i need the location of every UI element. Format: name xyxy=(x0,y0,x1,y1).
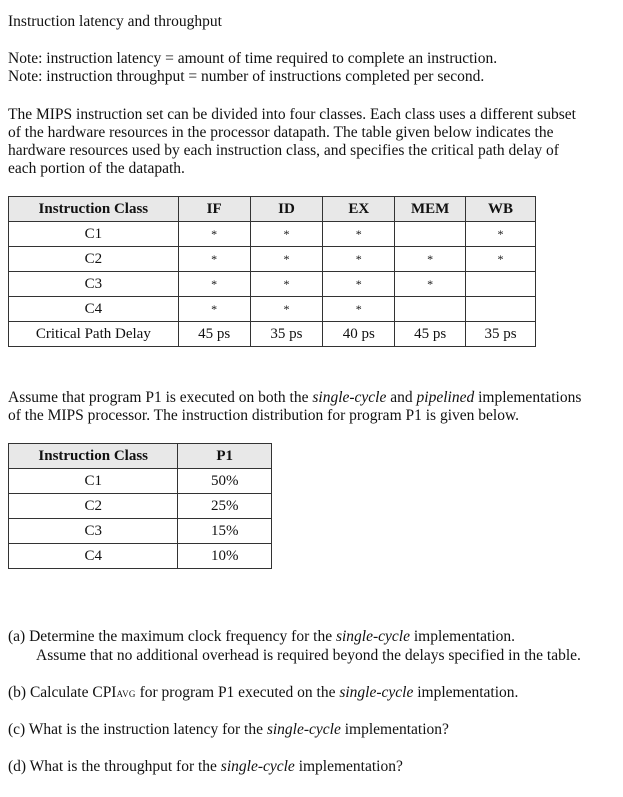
usage-cell: * xyxy=(250,247,323,272)
delay-cell-mem: 45 ps xyxy=(395,322,466,347)
table-row xyxy=(9,519,272,544)
usage-cell: * xyxy=(323,247,395,272)
question-text: (c) What is the instruction latency for the xyxy=(8,721,267,738)
cpi-subscript: AVG xyxy=(116,689,136,699)
class-cell: C3 xyxy=(9,272,179,297)
question-emphasis: single-cycle xyxy=(339,684,414,701)
question-text: (a) Determine the maximum clock frequency for the xyxy=(8,628,336,645)
usage-cell: * xyxy=(395,247,466,272)
delay-cell-ex: 40 ps xyxy=(323,322,395,347)
assume-line-2: of the MIPS processor. The instruction distribution for program P1 is given below. xyxy=(8,407,520,424)
question-text: implementation. xyxy=(409,628,516,645)
col-header-wb: WB xyxy=(466,197,536,222)
col-header-id: ID xyxy=(250,197,323,222)
question-text: (b) Calculate CPI xyxy=(8,684,117,701)
percent-cell: 50% xyxy=(178,469,272,494)
intro-line-4: each portion of the datapath. xyxy=(8,160,185,177)
resource-table-header xyxy=(9,197,536,222)
usage-cell xyxy=(395,297,466,322)
col-header-if: IF xyxy=(178,197,250,222)
table-row xyxy=(9,247,536,272)
class-cell: C2 xyxy=(9,247,179,272)
delay-cell-wb: 35 ps xyxy=(466,322,536,347)
percent-cell: 25% xyxy=(178,494,272,519)
usage-cell xyxy=(395,222,466,247)
question-b xyxy=(8,684,518,703)
table-row xyxy=(9,494,272,519)
class-cell: C4 xyxy=(9,544,178,569)
question-a xyxy=(8,628,515,646)
intro-line-3: hardware resources used by each instruction class, and specifies the critical path delay of xyxy=(8,142,559,159)
resource-table xyxy=(8,196,536,347)
critical-path-label: Critical Path Delay xyxy=(9,322,179,347)
intro-line-2: of the hardware resources in the processor datapath. The table given below indicates the xyxy=(8,124,554,141)
col-header-ex: EX xyxy=(323,197,395,222)
question-text: for program P1 executed on the xyxy=(135,684,340,701)
usage-cell: * xyxy=(178,272,250,297)
delay-cell-if: 45 ps xyxy=(178,322,250,347)
page-title: Instruction latency and throughput xyxy=(8,13,222,30)
usage-cell: * xyxy=(250,297,323,322)
assume-emphasis: pipelined xyxy=(416,389,475,406)
table-row xyxy=(9,544,272,569)
usage-cell: * xyxy=(250,222,323,247)
question-a-line-2: Assume that no additional overhead is required beyond the delays specified in the table. xyxy=(36,647,581,664)
usage-cell xyxy=(466,272,536,297)
delay-cell-id: 35 ps xyxy=(250,322,323,347)
usage-cell: * xyxy=(323,297,395,322)
col-header-class: Instruction Class xyxy=(9,197,179,222)
question-text: implementation? xyxy=(340,721,449,738)
question-c xyxy=(8,721,449,739)
col-header-mem: MEM xyxy=(395,197,466,222)
class-cell: C1 xyxy=(9,222,179,247)
class-cell: C3 xyxy=(9,519,178,544)
question-text: implementation. xyxy=(413,684,519,701)
assume-text: Assume that program P1 is executed on both the xyxy=(8,389,313,406)
table-row xyxy=(9,222,536,247)
usage-cell: * xyxy=(395,272,466,297)
percent-cell: 15% xyxy=(178,519,272,544)
table-row xyxy=(9,272,536,297)
table-row xyxy=(9,469,272,494)
critical-path-row xyxy=(9,322,536,347)
usage-cell: * xyxy=(466,222,536,247)
usage-cell: * xyxy=(323,272,395,297)
assume-text: and xyxy=(386,389,417,406)
distribution-table xyxy=(8,443,272,569)
class-cell: C1 xyxy=(9,469,178,494)
assume-emphasis: single-cycle xyxy=(312,389,387,406)
question-text: implementation? xyxy=(294,758,403,775)
class-cell: C2 xyxy=(9,494,178,519)
usage-cell: * xyxy=(178,247,250,272)
usage-cell: * xyxy=(178,222,250,247)
usage-cell: * xyxy=(250,272,323,297)
table-row xyxy=(9,297,536,322)
note-throughput: Note: instruction throughput = number of instructions completed per second. xyxy=(8,68,485,85)
intro-line-1: The MIPS instruction set can be divided into four classes. Each class uses a different subset xyxy=(8,106,576,123)
question-text: (d) What is the throughput for the xyxy=(8,758,221,775)
usage-cell: * xyxy=(323,222,395,247)
note-latency: Note: instruction latency = amount of time required to complete an instruction. xyxy=(8,50,498,67)
usage-cell: * xyxy=(178,297,250,322)
col-header-class: Instruction Class xyxy=(9,444,178,469)
distribution-table-header xyxy=(9,444,272,469)
assume-line-1 xyxy=(8,389,581,407)
class-cell: C4 xyxy=(9,297,179,322)
question-d xyxy=(8,758,403,776)
question-emphasis: single-cycle xyxy=(335,628,410,645)
assume-text: implementations xyxy=(474,389,582,406)
col-header-p1: P1 xyxy=(178,444,272,469)
question-emphasis: single-cycle xyxy=(220,758,295,775)
percent-cell: 10% xyxy=(178,544,272,569)
usage-cell: * xyxy=(466,247,536,272)
usage-cell xyxy=(466,297,536,322)
question-emphasis: single-cycle xyxy=(266,721,341,738)
